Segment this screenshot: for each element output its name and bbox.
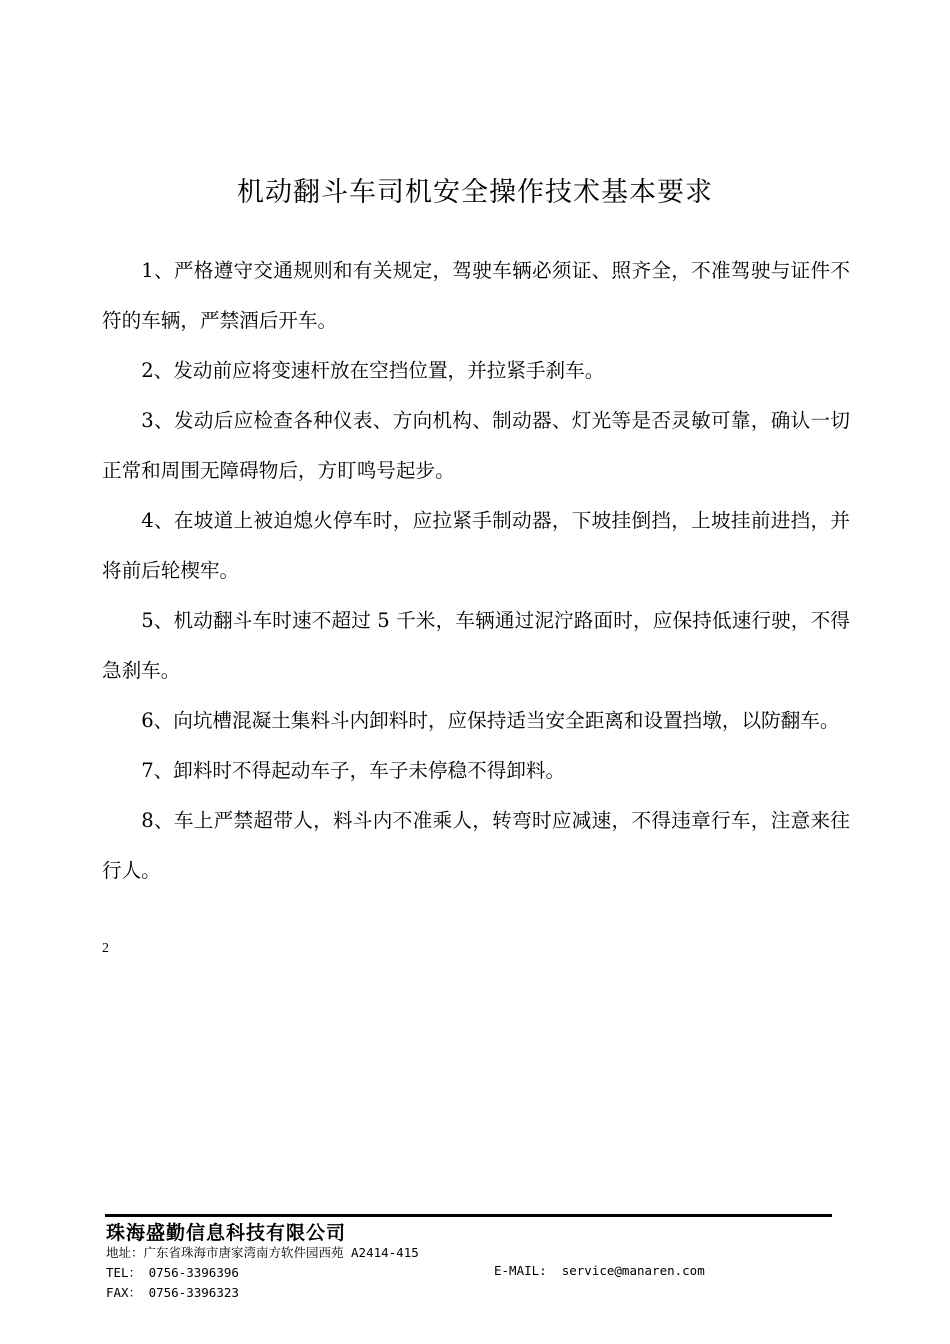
paragraph-5: 5、机动翻斗车时速不超过 5 千米，车辆通过泥泞路面时，应保持低速行驶，不得急刹车。 (102, 609, 850, 682)
footer-address: 地址：广东省珠海市唐家湾南方软件园西苑 A2414-415 (106, 1245, 419, 1260)
paragraph-1: 1、严格遵守交通规则和有关规定，驾驶车辆必须证、照齐全，不准驾驶与证件不符的车辆，严禁酒后开车。 (102, 259, 850, 332)
paragraph-3: 3、发动后应检查各种仪表、方向机构、制动器、灯光等是否灵敏可靠，确认一切正常和周围无障碍物后，方盯鸣号起步。 (102, 409, 850, 482)
paragraph-2: 2、发动前应将变速杆放在空挡位置，并拉紧手刹车。 (141, 359, 605, 382)
paragraph-8: 8、车上严禁超带人，料斗内不准乘人，转弯时应减速，不得违章行车，注意来往行人。 (102, 809, 850, 882)
footer-tel: TEL： 0756-3396396 (106, 1265, 239, 1280)
footer-company-name: 珠海盛勤信息科技有限公司 (106, 1222, 347, 1244)
footer-email: E-MAIL: service@manaren.com (494, 1263, 705, 1278)
paragraph-4: 4、在坡道上被迫熄火停车时，应拉紧手制动器，下坡挂倒挡，上坡挂前进挡，并将前后轮楔牢。 (102, 509, 850, 582)
paragraph-7: 7、卸料时不得起动车子，车子未停稳不得卸料。 (141, 759, 566, 782)
paragraph-6: 6、向坑槽混凝土集料斗内卸料时，应保持适当安全距离和设置挡墩，以防翻车。 (141, 709, 840, 732)
document-title: 机动翻斗车司机安全操作技术基本要求 (237, 177, 713, 208)
footer-fax: FAX： 0756-3396323 (106, 1285, 239, 1300)
footer-divider (105, 1214, 832, 1217)
page-number: 2 (102, 941, 109, 956)
document-body (102, 246, 850, 896)
